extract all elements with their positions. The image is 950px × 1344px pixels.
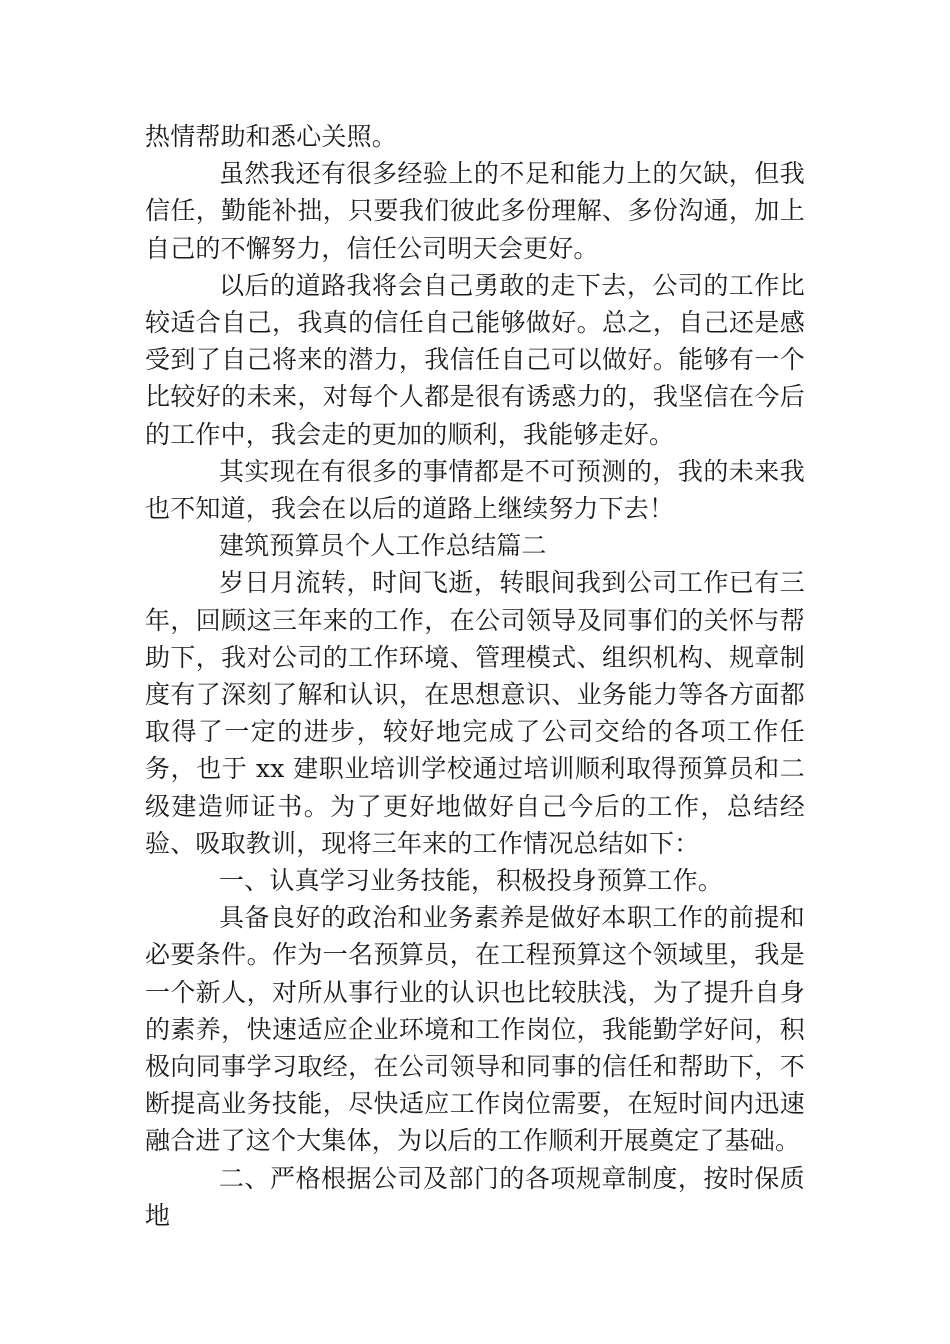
subheading-follow-rules: 二、严格根据公司及部门的各项规章制度，按时保质地 <box>145 1163 805 1230</box>
paragraph-continuation: 热情帮助和悉心关照。 <box>145 122 398 151</box>
section-title: 建筑预算员个人工作总结篇二 <box>219 531 547 561</box>
document-body <box>145 118 805 1234</box>
paragraph-future-path: 以后的道路我将会自己勇敢的走下去，公司的工作比较适合自己，我真的信任自己能够做好。总之，自己还是感受到了自己将来的潜力，我信任自己可以做好。能够有一个比较好的未来，对每个人都是很有诱惑力的，我坚信在今后的工作中，我会走的更加的顺利，我能够走好。 <box>145 270 805 449</box>
subheading-learn-skills: 一、认真学习业务技能，积极投身预算工作。 <box>219 866 724 896</box>
paragraph-three-year-review: 岁日月流转，时间飞逝，转眼间我到公司工作已有三年，回顾这三年来的工作，在公司领导及同事们的关怀与帮助下，我对公司的工作环境、管理模式、组织机构、规章制度有了深刻了解和认识，在思想意识、业务能力等各方面都取得了一定的进步，较好地完成了公司交给的各项工作任务，也于 xx 建职业培训学校通过培训顺利取得预算员和二级建造师证书。为了更好地做好自己今后的工作，总结经验、吸取教训，现将三年来的工作情况总结如下： <box>145 568 805 858</box>
paragraph-self-improvement: 虽然我还有很多经验上的不足和能力上的欠缺，但我信任，勤能补拙，只要我们彼此多份理解、多份沟通，加上自己的不懈努力，信任公司明天会更好。 <box>145 159 805 263</box>
paragraph-professional-quality: 具备良好的政治和业务素养是做好本职工作的前提和必要条件。作为一名预算员，在工程预算这个领域里，我是一个新人，对所从事行业的认识也比较肤浅，为了提升自身的素养，快速适应企业环境和工作岗位，我能勤学好问，积极向同事学习取经，在公司领导和同事的信任和帮助下，不断提高业务技能，尽快适应工作岗位需要，在短时间内迅速融合进了这个大集体，为以后的工作顺利开展奠定了基础。 <box>145 903 805 1156</box>
paragraph-unpredictable-future: 其实现在有很多的事情都是不可预测的，我的未来我也不知道，我会在以后的道路上继续努力下去！ <box>145 456 805 524</box>
